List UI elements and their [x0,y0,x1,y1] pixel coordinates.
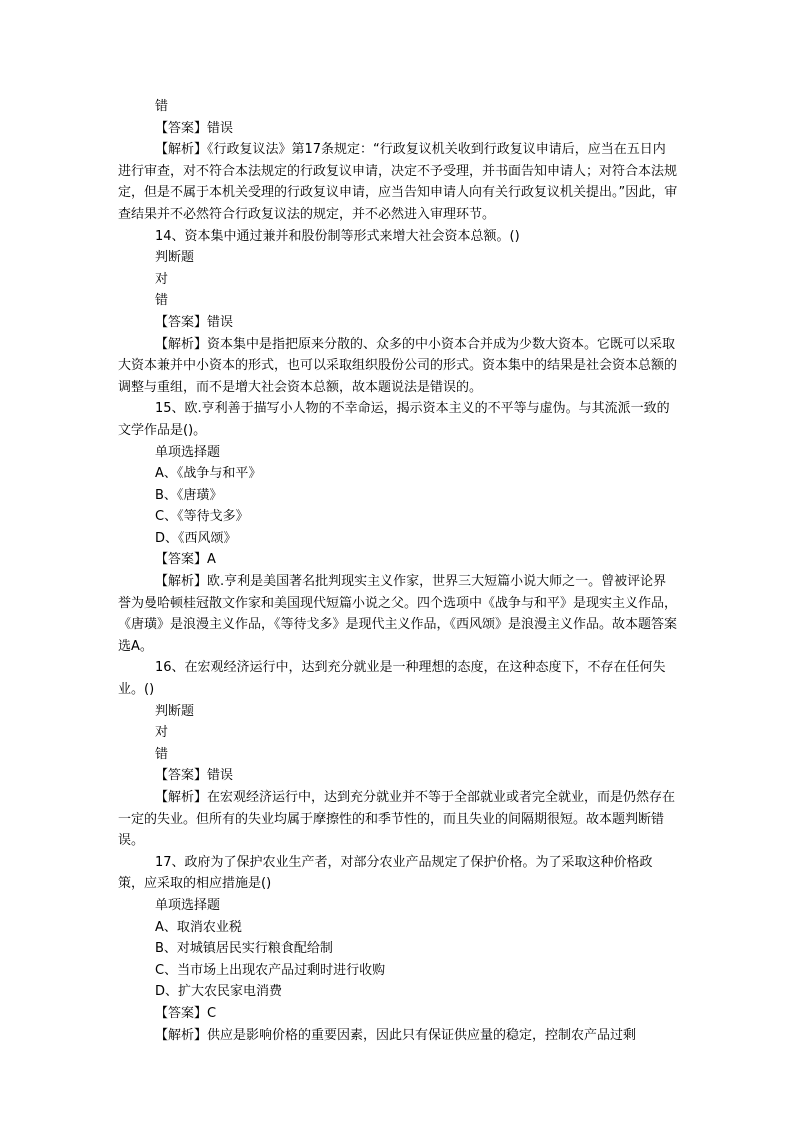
text-line: D、《西风颂》 [155,530,237,546]
text-line: 【答案】错误 [155,768,234,784]
text-line: A、取消农业税 [155,919,242,935]
text-paragraph: 【解析】在宏观经济运行中，达到充分就业并不等于全部就业或者完全就业，而是仍然存在一定的失业。但所有的失业均属于摩擦性的和季节性的，而且失业的间隔期很短。故本题判断错误。 [118,790,676,849]
text-line: 【答案】C [155,1005,217,1021]
text-line: 对 [155,725,169,741]
text-line: 14、资本集中通过兼并和股份制等形式来增大社会资本总额。() [155,228,520,244]
text-line: 【答案】错误 [155,314,234,330]
text-line: 错 [155,293,169,309]
text-line: 判断题 [155,250,195,266]
text-paragraph: 【解析】《行政复议法》第17条规定：“行政复议机关收到行政复议申请后，应当在五日内进行审查，对不符合本法规定的行政复议申请，决定不予受理，并书面告知申请人；对符合本法规定，但是不属于本机关受理的行政复议申请，应当告知申请人向有关行政复议机关提出。”因此，审查结果并不必然符合行政复议法的规定，并不必然进入审理环节。 [118,142,678,222]
text-line: 错 [155,746,169,762]
text-line: 单项选择题 [155,444,221,460]
text-line: A、《战争与和平》 [155,466,262,482]
text-line: 【答案】A [155,552,216,568]
text-line: D、扩大农民家电消费 [155,984,283,1000]
text-paragraph: 【解析】供应是影响价格的重要因素，因此只有保证供应量的稳定，控制农产品过剩 [155,1027,637,1043]
text-line: 错 [155,99,169,114]
text-paragraph: 【解析】欧.亨利是美国著名批判现实主义作家，世界三大短篇小说大师之一。曾被评论界誉为曼哈顿桂冠散文作家和美国现代短篇小说之父。四个选项中《战争与和平》是现实主义作品，《唐璜》是浪漫主义作品，《等待戈多》是现代主义作品，《西风颂》是浪漫主义作品。故本题答案选A。 [118,574,678,654]
text-line: 对 [155,271,169,287]
text-paragraph: 17、政府为了保护农业生产者，对部分农业产品规定了保护价格。为了采取这种价格政策，应采取的相应措施是() [118,854,653,892]
document-body [118,96,678,1046]
text-line: B、《唐璜》 [155,487,223,503]
text-line: C、《等待戈多》 [155,509,249,525]
text-paragraph: 16、在宏观经济运行中，达到充分就业是一种理想的态度，在这种态度下，不存在任何失业。() [118,660,666,698]
text-paragraph: 【解析】资本集中是指把原来分散的、众多的中小资本合并成为少数大资本。它既可以采取大资本兼并中小资本的形式，也可以采取组织股份公司的形式。资本集中的结果是社会资本总额的调整与重组，而不是增大社会资本总额，故本题说法是错误的。 [118,336,678,395]
text-line: 【答案】错误 [155,120,234,136]
text-line: 单项选择题 [155,897,221,913]
text-line: B、对城镇居民实行粮食配给制 [155,941,333,957]
text-line: C、当市场上出现农产品过剩时进行收购 [155,962,386,978]
text-paragraph: 15、欧.亨利善于描写小人物的不幸命运，揭示资本主义的不平等与虚伪。与其流派一致的文学作品是()。 [118,401,670,438]
text-line: 判断题 [155,703,195,719]
